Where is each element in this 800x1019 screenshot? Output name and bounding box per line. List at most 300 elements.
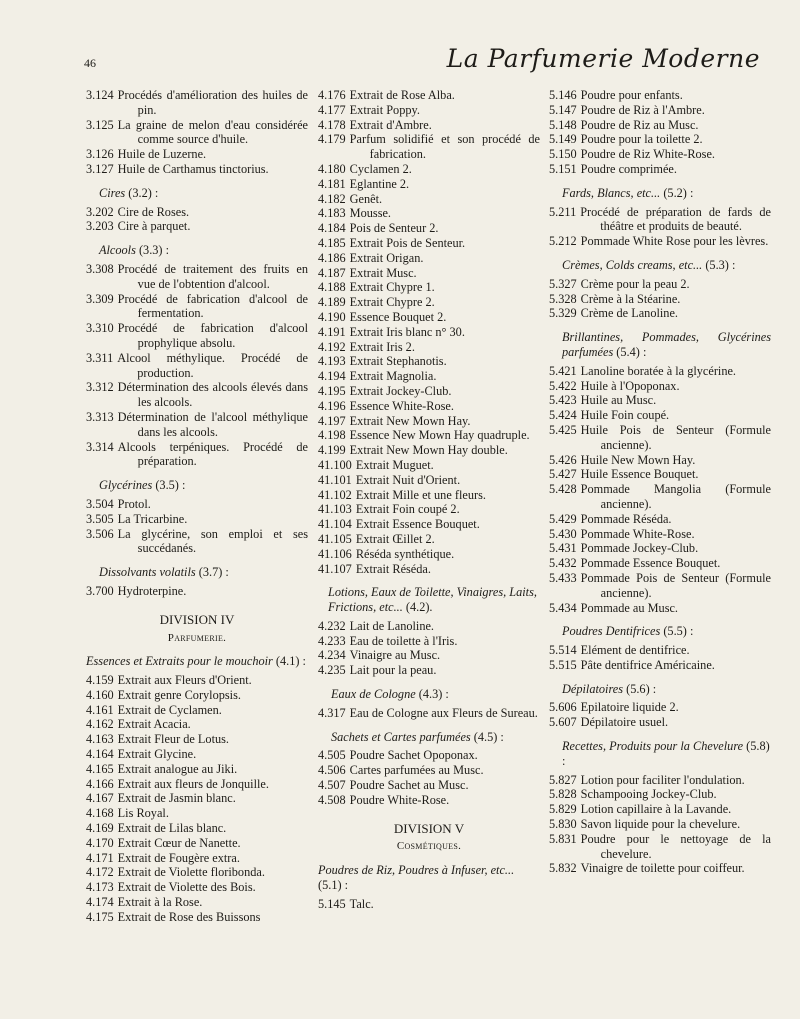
entry-text: Extrait Acacia. [117, 717, 191, 732]
heading-number: (5.2) : [660, 185, 694, 200]
entry-row [318, 384, 540, 399]
entry-row [549, 364, 771, 379]
entry-number: 4.183 [318, 206, 346, 221]
entry-number: 4.170 [86, 835, 114, 850]
entry-number: 3.311 [86, 350, 114, 365]
entry-number: 5.426 [549, 452, 577, 467]
entry-row [318, 547, 540, 562]
entry-row [86, 821, 308, 836]
entry-text: Cartes parfumées au Musc. [349, 763, 484, 778]
entry-row [86, 747, 308, 762]
entry-row [318, 458, 540, 473]
entry-row [318, 778, 540, 793]
entry-row [549, 527, 771, 542]
entry-number: 4.161 [86, 702, 114, 717]
entry-number: 3.202 [86, 204, 114, 219]
entry-text: Dépilatoire usuel. [580, 715, 669, 730]
entry-number: 5.515 [549, 657, 577, 672]
section-heading-poudres [318, 863, 540, 893]
entry-list [318, 897, 540, 912]
entry-number: 5.831 [549, 831, 577, 846]
entry-number: 5.606 [549, 700, 577, 715]
entry-number: 4.182 [318, 191, 346, 206]
entry-text: Huile de Carthamus tinctorius. [117, 161, 269, 176]
entry-number: 4.317 [318, 705, 346, 720]
entry-number: 5.832 [549, 861, 577, 876]
entry-row [86, 791, 308, 806]
entry-list [318, 619, 540, 678]
entry-row [549, 88, 771, 103]
entry-number: 5.431 [549, 541, 577, 556]
entry-row [318, 221, 540, 236]
entry-number: 4.505 [318, 748, 346, 763]
entry-row [318, 280, 540, 295]
entry-number: 4.191 [318, 324, 346, 339]
entry-row [318, 648, 540, 663]
heading-number: (5.6) : [623, 681, 657, 696]
entry-number: 4.190 [318, 309, 346, 324]
entry-list [86, 205, 308, 235]
entry-row [318, 488, 540, 503]
entry-row [318, 266, 540, 281]
entry-text: Huile Essence Bouquet. [580, 467, 699, 482]
entry-text: Essence White-Rose. [349, 398, 454, 413]
entry-text: Crème de Lanoline. [580, 306, 678, 321]
entry-text: Poudre de Riz White-Rose. [580, 147, 716, 162]
entry-number: 4.180 [318, 161, 346, 176]
entry-row [549, 132, 771, 147]
entry-list [86, 673, 308, 925]
entry-number: 5.328 [549, 291, 577, 306]
entry-row [318, 295, 540, 310]
section-heading-cremes [562, 258, 771, 273]
entry-number: 5.433 [549, 570, 577, 585]
entry-text: Essence Bouquet 2. [349, 309, 447, 324]
entry-number: 4.159 [86, 673, 114, 688]
heading-number: (3.3) : [135, 243, 170, 258]
entry-number: 5.514 [549, 643, 577, 658]
entry-row [86, 262, 308, 292]
entry-row [549, 118, 771, 133]
entry-text: Huile au Musc. [580, 393, 657, 408]
entry-text: Poudre pour la toilette 2. [580, 132, 703, 147]
heading-label: Sachets et Cartes parfumées [331, 729, 471, 744]
heading-number: (4.5) : [470, 729, 504, 744]
entry-text: Extrait aux Fleurs d'Orient. [117, 673, 252, 688]
entry-row [86, 497, 308, 512]
entry-number: 4.174 [86, 895, 114, 910]
entry-list [86, 497, 308, 556]
entry-list [549, 88, 771, 177]
heading-number: (5.8) : [562, 739, 770, 768]
entry-text: Hydroterpine. [117, 583, 187, 598]
entry-row [86, 162, 308, 177]
entry-number: 4.199 [318, 443, 346, 458]
entry-row [86, 865, 308, 880]
entry-text: Parfum solidifié et son procédé de fabrication. [349, 132, 540, 162]
entry-number: 4.188 [318, 280, 346, 295]
entry-text: Pommade Jockey-Club. [580, 541, 699, 556]
entry-row [549, 787, 771, 802]
heading-number: (3.2) : [125, 185, 159, 200]
entry-number: 5.212 [549, 234, 577, 249]
entry-row [549, 292, 771, 307]
entry-row [549, 541, 771, 556]
section-heading-dentifrices [562, 624, 771, 639]
entry-text: Procédé de fabrication d'alcool prophylique absolu. [117, 321, 308, 350]
entry-row [318, 763, 540, 778]
entry-number: 4.181 [318, 176, 346, 191]
entry-text: Cyclamen 2. [349, 161, 412, 176]
entry-row [549, 658, 771, 673]
entry-text: Détermination de l'alcool méthylique dans les alcools. [117, 409, 308, 439]
entry-number: 4.165 [86, 761, 114, 776]
entry-list [549, 700, 771, 730]
entry-number: 3.312 [86, 380, 114, 395]
entry-number: 4.178 [318, 117, 346, 132]
entry-number: 4.186 [318, 250, 346, 265]
entry-list [549, 364, 771, 616]
entry-text: Huile Foin coupé. [580, 408, 670, 423]
heading-number: (5.1) : [318, 878, 349, 893]
entry-number: 4.169 [86, 821, 114, 836]
entry-row [549, 773, 771, 788]
entry-number: 4.189 [318, 295, 346, 310]
heading-label: Poudres Dentifrices [562, 624, 661, 639]
entry-row [549, 103, 771, 118]
heading-number: (5.3) : [702, 257, 736, 272]
entry-number: 4.171 [86, 850, 114, 865]
heading-label: Cires [99, 185, 126, 200]
entry-number: 4.192 [318, 339, 346, 354]
entry-text: La graine de melon d'eau considérée comme source d'huile. [117, 117, 308, 147]
entry-number: 5.827 [549, 772, 577, 787]
entry-row [318, 532, 540, 547]
entry-row [318, 502, 540, 517]
entry-number: 4.173 [86, 880, 114, 895]
entry-number: 5.146 [549, 88, 577, 102]
masthead-title: La Parfumerie Moderne [446, 44, 760, 73]
entry-list [86, 88, 308, 177]
entry-row [549, 453, 771, 468]
heading-number: (5.5) : [660, 624, 694, 639]
column-1 [86, 88, 308, 925]
entry-text: Lait de Lanoline. [349, 618, 435, 633]
entry-row [318, 793, 540, 808]
division-title: DIVISION V [393, 820, 465, 836]
entry-text: Extrait Origan. [349, 250, 424, 265]
entry-text: Pommade Mangolia (Formule ancienne). [580, 482, 771, 511]
entry-number: 4.232 [318, 618, 346, 633]
entry-list [86, 262, 308, 469]
entry-row [86, 762, 308, 777]
entry-row [549, 306, 771, 321]
entry-row [549, 556, 771, 571]
entry-text: Mousse. [349, 206, 392, 221]
entry-row [86, 88, 308, 118]
entry-number: 41.104 [318, 517, 352, 532]
entry-text: Extrait à la Rose. [117, 895, 203, 910]
entry-text: Extrait Œillet 2. [355, 531, 435, 546]
entry-row [86, 410, 308, 440]
entry-text: Pommade White Rose pour les lèvres. [580, 234, 769, 249]
entry-text: Cire à parquet. [117, 219, 191, 234]
entry-row [318, 132, 540, 162]
entry-number: 5.423 [549, 393, 577, 408]
entry-row [549, 482, 771, 512]
entry-text: Epilatoire liquide 2. [580, 700, 679, 715]
entry-number: 4.195 [318, 383, 346, 398]
entry-number: 41.105 [318, 531, 352, 546]
heading-number: (5.4) : [613, 344, 647, 359]
entry-number: 5.829 [549, 802, 577, 817]
entry-number: 5.327 [549, 276, 577, 291]
entry-text: Extrait de Cyclamen. [117, 702, 222, 717]
entry-row [86, 673, 308, 688]
section-heading-lotions [328, 585, 540, 615]
heading-number: (4.3) : [415, 687, 449, 702]
entry-text: Poudre Sachet Opoponax. [349, 748, 478, 763]
entry-row [549, 512, 771, 527]
entry-text: Extrait Magnolia. [349, 369, 437, 384]
entry-text: Extrait Iris 2. [349, 339, 415, 354]
entry-text: Extrait Foin coupé 2. [355, 502, 460, 517]
entry-row [86, 292, 308, 322]
entry-text: Extrait Chypre 2. [349, 295, 435, 310]
section-heading-essences [86, 654, 308, 669]
entry-text: Procédé de préparation de fards de théâtre et produits de beauté. [580, 204, 771, 234]
entry-text: Schampooing Jockey-Club. [580, 787, 717, 802]
entry-number: 3.313 [86, 409, 114, 424]
entry-text: Lanoline boratée à la glycérine. [580, 363, 737, 378]
entry-number: 4.234 [318, 648, 346, 663]
entry-text: Poudre pour le nettoyage de la chevelure. [580, 831, 771, 861]
entry-text: Cire de Roses. [117, 204, 190, 219]
entry-number: 4.166 [86, 776, 114, 791]
entry-text: Savon liquide pour la chevelure. [580, 817, 741, 832]
heading-number: (3.7) : [195, 565, 229, 580]
entry-row [318, 473, 540, 488]
entry-text: Huile à l'Opoponax. [580, 378, 680, 393]
entry-row [86, 910, 308, 925]
entry-number: 5.329 [549, 306, 577, 321]
heading-label: Crèmes, Colds creams, etc... [562, 257, 703, 272]
entry-number: 4.167 [86, 791, 114, 806]
entry-number: 4.506 [318, 763, 346, 778]
entry-row [318, 162, 540, 177]
entry-number: 5.434 [549, 600, 577, 615]
entry-list [318, 748, 540, 807]
entry-text: Lotion capillaire à la Lavande. [580, 802, 732, 817]
entry-row [318, 748, 540, 763]
entry-text: Crème à la Stéarine. [580, 291, 681, 306]
heading-label: Recettes, Produits pour la Chevelure [562, 739, 744, 754]
entry-text: Extrait Jockey-Club. [349, 383, 452, 398]
entry-row [318, 88, 540, 103]
entry-number: 41.107 [318, 561, 352, 576]
section-heading-recettes [562, 739, 771, 769]
entry-row [549, 162, 771, 177]
entry-number: 4.508 [318, 792, 346, 807]
entry-text: Extrait de Fougère extra. [117, 850, 240, 865]
entry-text: Huile de Luzerne. [117, 147, 207, 162]
entry-number: 5.425 [549, 422, 577, 437]
entry-row [549, 147, 771, 162]
entry-text: Eau de Cologne aux Fleurs de Sureau. [349, 705, 538, 720]
entry-number: 4.179 [318, 132, 346, 147]
entry-text: Pommade White-Rose. [580, 526, 695, 541]
entry-text: Pois de Senteur 2. [349, 221, 439, 236]
entry-text: Extrait de Jasmin blanc. [117, 791, 236, 806]
entry-number: 41.100 [318, 457, 352, 472]
entry-text: Huile Pois de Senteur (Formule ancienne). [580, 422, 771, 452]
entry-list [549, 773, 771, 877]
entry-number: 4.198 [318, 428, 346, 443]
entry-number: 5.211 [549, 204, 577, 219]
entry-row [549, 817, 771, 832]
entry-number: 3.505 [86, 511, 114, 526]
entry-row [549, 643, 771, 658]
section-heading-sachets [331, 730, 540, 745]
entry-row [86, 118, 308, 148]
entry-text: Extrait Pois de Senteur. [349, 235, 466, 250]
section-heading-cires [99, 186, 308, 201]
section-heading-dissolvants [99, 565, 308, 580]
entry-text: Essence New Mown Hay quadruple. [349, 428, 530, 443]
entry-number: 4.235 [318, 663, 346, 678]
entry-row [549, 234, 771, 249]
entry-number: 3.308 [86, 261, 114, 276]
entry-text: Alcools terpéniques. Procédé de préparation. [117, 439, 308, 469]
heading-label: Dissolvants volatils [99, 565, 196, 580]
entry-number: 5.428 [549, 482, 577, 497]
entry-row [318, 251, 540, 266]
entry-row [318, 619, 540, 634]
entry-text: Extrait de Rose Alba. [349, 88, 455, 102]
entry-text: Extrait Musc. [349, 265, 417, 280]
entry-text: Extrait Iris blanc n° 30. [349, 324, 465, 339]
entry-number: 41.103 [318, 502, 352, 517]
section-heading-glycerines [99, 478, 308, 493]
entry-number: 4.177 [318, 102, 346, 117]
entry-text: Pommade au Musc. [580, 600, 679, 615]
division-title: DIVISION IV [159, 611, 235, 627]
entry-number: 41.106 [318, 546, 352, 561]
entry-number: 5.148 [549, 117, 577, 132]
entry-list [549, 205, 771, 249]
entry-number: 3.314 [86, 439, 114, 454]
entry-number: 3.203 [86, 219, 114, 234]
entry-list [549, 277, 771, 321]
entry-row [318, 177, 540, 192]
heading-label: Poudres de Riz, Poudres à Infuser, etc... [318, 863, 515, 878]
entry-number: 4.172 [86, 865, 114, 880]
entry-number: 5.830 [549, 817, 577, 832]
entry-number: 3.124 [86, 88, 114, 102]
entry-text: Lis Royal. [117, 806, 169, 821]
entry-number: 4.163 [86, 732, 114, 747]
entry-number: 4.160 [86, 687, 114, 702]
entry-number: 5.149 [549, 132, 577, 147]
heading-label: Eaux de Cologne [331, 687, 416, 702]
column-3 [549, 88, 771, 876]
entry-row [86, 527, 308, 557]
entry-row [549, 467, 771, 482]
entry-text: Extrait de Violette des Bois. [117, 880, 256, 895]
entry-row [86, 321, 308, 351]
entry-number: 5.421 [549, 363, 577, 378]
entry-text: Extrait analogue au Jiki. [117, 761, 238, 776]
entry-row [86, 512, 308, 527]
entry-row [318, 562, 540, 577]
entry-row [318, 414, 540, 429]
entry-row [86, 688, 308, 703]
entry-number: 3.309 [86, 291, 114, 306]
heading-number: (4.1) : [272, 654, 306, 669]
entry-row [86, 806, 308, 821]
entry-text: Huile New Mown Hay. [580, 452, 696, 467]
entry-text: La glycérine, son emploi et ses succédanés. [117, 526, 308, 556]
entry-text: Genêt. [349, 191, 383, 206]
division-subtitle: Parfumerie. [167, 631, 227, 644]
entry-text: Extrait Muguet. [355, 457, 434, 472]
entry-row [318, 206, 540, 221]
entry-text: Extrait Essence Bouquet. [355, 517, 480, 532]
entry-text: Poudre pour enfants. [580, 88, 683, 102]
section-heading-brillantines [562, 330, 771, 360]
entry-number: 3.310 [86, 321, 114, 336]
entry-number: 3.125 [86, 117, 114, 132]
section-heading-fards [562, 186, 771, 201]
entry-row [549, 715, 771, 730]
entry-row [549, 205, 771, 235]
entry-row [318, 706, 540, 721]
heading-label: Brillantines, Pommades, Glycérines parfumées [562, 330, 771, 359]
entry-row [318, 325, 540, 340]
entry-row [549, 700, 771, 715]
heading-number: (3.5) : [152, 478, 186, 493]
entry-text: Extrait New Mown Hay. [349, 413, 471, 428]
entry-row [318, 310, 540, 325]
entry-row [318, 103, 540, 118]
entry-text: Extrait Stephanotis. [349, 354, 447, 369]
entry-number: 5.422 [549, 378, 577, 393]
entry-number: 5.151 [549, 161, 577, 176]
entry-text: Détermination des alcools élevés dans les alcools. [117, 380, 308, 410]
entry-row [549, 277, 771, 292]
entry-number: 5.145 [318, 896, 346, 911]
entry-text: Extrait Poppy. [349, 102, 420, 117]
heading-label: Dépilatoires [562, 681, 624, 696]
entry-text: Extrait de Violette floribonda. [117, 865, 265, 880]
entry-text: Alcool méthylique. Procédé de production. [117, 350, 308, 380]
entry-text: Pommade Essence Bouquet. [580, 556, 721, 571]
entry-text: Extrait Fleur de Lotus. [117, 732, 230, 747]
entry-number: 4.196 [318, 398, 346, 413]
entry-text: Eglantine 2. [349, 176, 410, 191]
entry-number: 5.429 [549, 511, 577, 526]
entry-text: Procédé de traitement des fruits en vue de l'obtention d'alcool. [117, 261, 308, 291]
heading-number: (4.2). [402, 600, 433, 615]
entry-number: 41.101 [318, 472, 352, 487]
entry-text: La Tricarbine. [117, 511, 188, 526]
entry-number: 5.147 [549, 102, 577, 117]
entry-row [549, 423, 771, 453]
entry-row [86, 205, 308, 220]
entry-text: Extrait Glycine. [117, 747, 197, 762]
entry-text: Poudre comprimée. [580, 161, 677, 176]
entry-text: Vinaigre de toilette pour coiffeur. [580, 861, 745, 876]
